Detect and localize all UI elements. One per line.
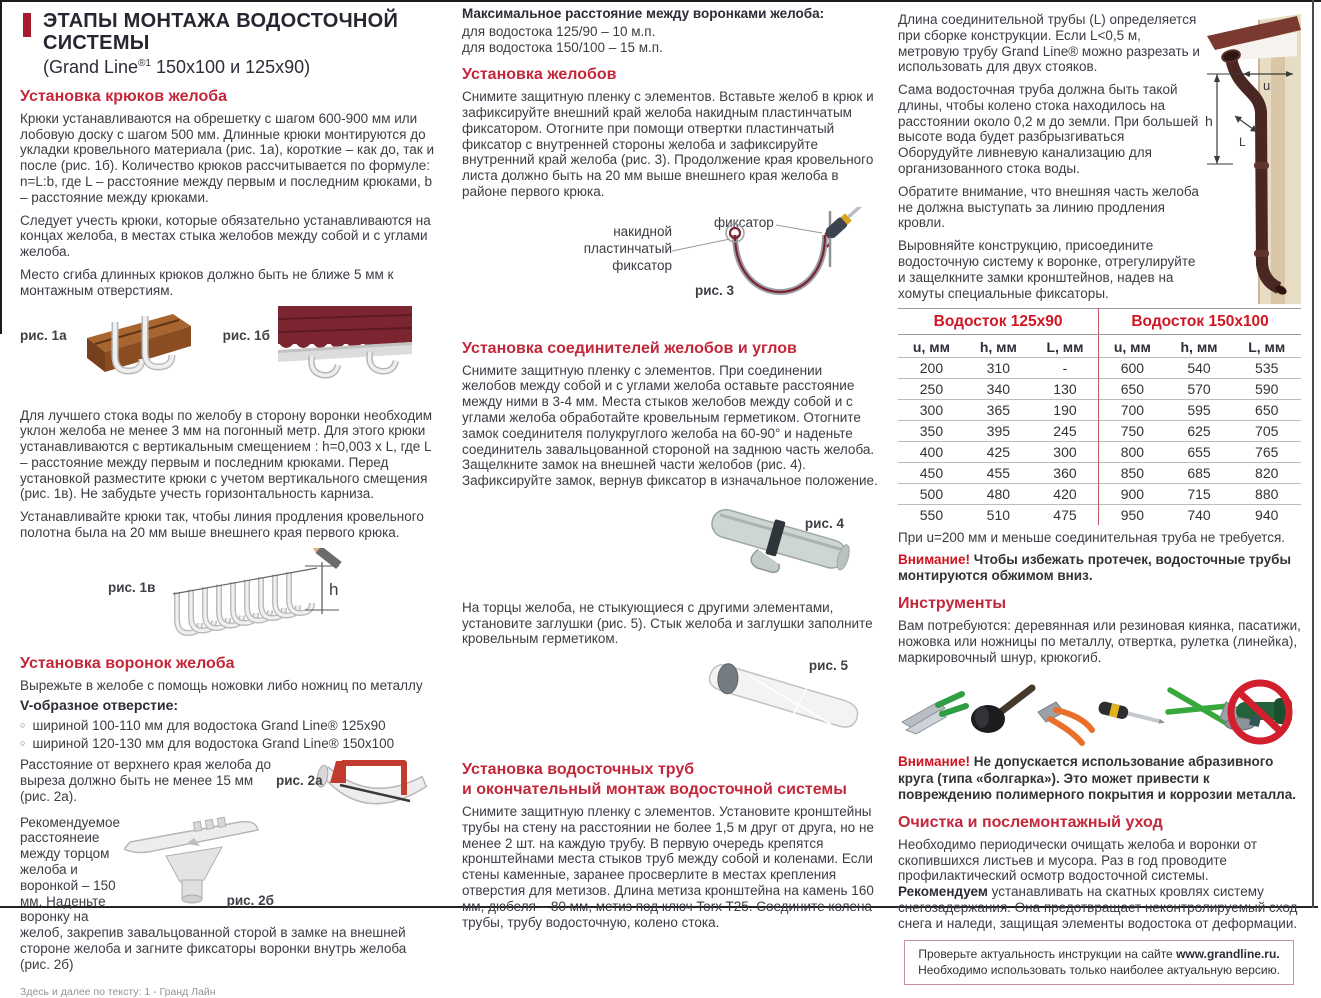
column-header: h, мм [979, 339, 1017, 355]
notice-text: Проверьте актуальность инструкции на сайте [918, 946, 1177, 961]
dimension-L-label: L [1239, 135, 1246, 149]
table-cell: 590 [1232, 379, 1301, 400]
figure-2b-label: рис. 2б [226, 892, 274, 908]
page-subtitle [43, 57, 438, 78]
table-cell: 475 [1032, 505, 1099, 526]
recommend-label: Рекомендуем [898, 884, 988, 900]
table-title-row [898, 309, 1301, 335]
v-hole-list [20, 717, 438, 753]
page-edge-right [1312, 0, 1314, 908]
table-cell: 850 [1099, 463, 1166, 484]
table-cell: 480 [965, 484, 1032, 505]
max-distance-line-2: для водостока 150/100 – 15 м.п. [462, 39, 663, 55]
figure-3 [462, 207, 878, 329]
actuality-notice-box [904, 940, 1294, 986]
max-distance-title: Максимальное расстояние между воронками желоба: [462, 6, 825, 21]
subtitle-text: 150x100 и 125x90) [151, 57, 311, 77]
paragraph-gutters: Снимите защитную пленку с элементов. Вставьте желоб в крюк и зафиксируйте внешний край желоба накидным пластинчатым фиксатором. Отогните при помощи отвертки пластинчатый фиксатор с внутренней стороны желоба и зафиксируйте внутренний край желоба (рис. 3). Продолжение края кровельного листа должно быть на 20 мм выше внешнего края желоба в районе первого крюка. [462, 89, 874, 199]
table-cell: 625 [1166, 421, 1233, 442]
table-cell: 750 [1099, 421, 1166, 442]
rubber-mallet-icon [971, 688, 1032, 733]
figure-2a-illustration [306, 757, 436, 833]
figure-5 [462, 654, 878, 750]
table-cell: 595 [1166, 400, 1233, 421]
table-cell: 450 [898, 463, 965, 484]
table-cell: 705 [1232, 421, 1301, 442]
figure-1v-label: рис. 1в [108, 579, 156, 595]
paragraph-gutter-edge: Обратите внимание, что внешняя часть желоба не должна выступать за линию продления кровли. [898, 183, 1199, 231]
figure-3-annotation-fixator-plate: накидной пластинчатый фиксатор [583, 223, 672, 274]
table-cell: 600 [1099, 358, 1166, 379]
table-cell: 300 [1032, 442, 1099, 463]
list-item-text: шириной 120-130 мм для водостока Grand Line® 150x100 [32, 736, 395, 752]
section-heading-tools: Инструменты [898, 595, 1007, 613]
table-cell: 700 [1099, 400, 1166, 421]
table-cell: 765 [1232, 442, 1301, 463]
figure-1b-illustration [278, 306, 412, 394]
max-distance-line-1: для водостока 125/90 – 10 м.п. [462, 23, 656, 39]
section-heading-pipes-line1: Установка водосточных труб [462, 761, 695, 779]
table-cell: 650 [1232, 400, 1301, 421]
table-row [898, 442, 1301, 463]
metal-snips-icon [902, 694, 966, 734]
table-cell: 550 [898, 505, 965, 526]
table-cell: 570 [1166, 379, 1233, 400]
paragraph-hooks-1: Крюки устанавливаются на обрешетку с шагом 600-900 мм или лобовую доску с шагом 500 мм. Длинные крюки монтируются до укладки кровельного материала (рис. 1а), короткие – как до, так и после (рис. 1б). Количество крюков рассчитывается по формуле: n=L:b, где L – расстояние между первым и последним крюками, b – расстояние между крюками. [20, 110, 434, 205]
attention-text: Не допускается использование абразивного круга (типа «болгарка»). Это может привести к повреждению полимерного покрытия и коррозии металла. [898, 754, 1296, 802]
table-row [898, 463, 1301, 484]
table-cell: 880 [1232, 484, 1301, 505]
section-heading-gutters: Установка желобов [462, 66, 617, 84]
table-cell: 655 [1166, 442, 1233, 463]
section-heading-funnels: Установка воронок желоба [20, 654, 235, 672]
page-edge-top [0, 0, 1321, 2]
table-row [898, 505, 1301, 526]
page-edge-left [0, 0, 2, 334]
dimensions-table [898, 308, 1301, 525]
paragraph-endcaps: На торцы желоба, не стыкующиеся с другими элементами, установите заглушки (рис. 5). Стык желоба и заглушки заполните кровельным герметиком. [462, 599, 873, 647]
table-cell: 365 [965, 400, 1032, 421]
title-accent-bar [23, 13, 31, 37]
table-row [898, 358, 1301, 379]
paragraph-hooks-2: Следует учесть крюки, которые обязательно устанавливаются на концах желоба, в местах стыка желобов между собой и с углами желоба. [20, 212, 431, 260]
attention-pipes [898, 552, 1301, 584]
table-row [898, 484, 1301, 505]
table-row [898, 379, 1301, 400]
section-heading-cleaning: Очистка и послемонтажный уход [898, 813, 1163, 831]
table-row [898, 400, 1301, 421]
attention-label: Внимание! [898, 551, 970, 567]
table-cell: 425 [965, 442, 1032, 463]
table-cell: 900 [1099, 484, 1166, 505]
subtitle-superscript: ®1 [138, 58, 151, 69]
figure-1a-label: рис. 1а [20, 327, 67, 343]
footnote: Здесь и далее по тексту: 1 - Гранд Лайн [20, 986, 216, 998]
figure-4-illustration [692, 496, 872, 600]
table-cell: 740 [1166, 505, 1233, 526]
attention-text: Чтобы избежать протечек, водосточные трубы монтируются обжимом вниз. [898, 551, 1291, 583]
table-cell: 190 [1032, 400, 1099, 421]
table-header-row [898, 335, 1301, 358]
figure-3-label: рис. 3 [695, 282, 735, 298]
paragraph-pipes: Снимите защитную пленку с элементов. Установите кронштейны трубы на стену на расстоянии не более 1,5 м друг от друга, но не менее 2 шт. на каждую трубу. В первую очередь крепятся кронштейнами места стыков труб между собой и коленами. Если стены каменные, заранее просверлите в местах крепления отверстия для метизов. Длина метиза кронштейна на камень 160 мм, дюбеля – 80 мм, метиз под ключ Torx T25. Соедините колена трубы, трубу водосточную, колено стока. [462, 804, 874, 930]
paragraph-roof-line: Устанавливайте крюки так, чтобы линия продления кровельного полотна была на 20 мм выше внешнего края первого крюка. [20, 509, 424, 540]
section-heading-hooks: Установка крюков желоба [20, 88, 228, 105]
column-header: L, мм [1248, 339, 1286, 355]
table-title-125x90: Водосток 125x90 [898, 309, 1099, 335]
table-cell: 455 [965, 463, 1032, 484]
paragraph-cleaning: Необходимо периодически очищать желоба и воронки от скопившихся листьев и мусора. Раз в год проводите профилактический осмотр водосточной системы. [898, 836, 1258, 884]
list-item [20, 735, 438, 753]
pipe-section [898, 12, 1301, 304]
column-header: u, мм [1099, 335, 1166, 358]
figure-3-illustration [672, 207, 878, 329]
table-cell: 250 [898, 379, 965, 400]
dimension-u-label: u [1263, 78, 1271, 93]
table-cell: 420 [1032, 484, 1099, 505]
table-body [898, 358, 1301, 526]
paragraph-hooks-3: Место сгиба длинных крюков должно быть не ближе 5 мм к монтажным отверстиям. [20, 266, 394, 298]
figure-3-annotation-fixator: фиксатор [714, 214, 774, 230]
table-cell: - [1032, 358, 1099, 379]
list-item-text: шириной 100-110 мм для водостока Grand Line® 125x90 [32, 717, 386, 733]
tools-photo [898, 672, 1300, 750]
figure-1v-illustration [167, 548, 357, 644]
table-cell: 130 [1032, 379, 1099, 400]
figure-1a-illustration [75, 306, 197, 400]
table-cell: 510 [965, 505, 1032, 526]
table-cell: 300 [898, 400, 965, 421]
notice-text-line2: Необходимо использовать только наиболее актуальную версию. [918, 963, 1280, 978]
pliers-icon [1038, 702, 1092, 743]
downpipe-photo [1201, 14, 1301, 304]
paragraph-cut: Вырежьте в желобе с помощь ножовки либо ножниц по металлу [20, 677, 423, 693]
section-heading-pipes-line2: и окончательный монтаж водосточной системы [462, 781, 847, 799]
table-cell: 400 [898, 442, 965, 463]
table-cell: 340 [965, 379, 1032, 400]
table-cell: 500 [898, 484, 965, 505]
table-cell: 800 [1099, 442, 1166, 463]
section-heading-connectors: Установка соединителей желобов и углов [462, 339, 797, 357]
figure-2a-label: рис. 2а [276, 773, 323, 789]
table-cell: 535 [1232, 358, 1301, 379]
table-cell: 310 [965, 358, 1032, 379]
paragraph-cut-distance: Расстояние от верхнего края желоба до выреза должно быть не менее 15 мм (рис. 2а). [20, 757, 271, 804]
table-row [898, 421, 1301, 442]
column-3 [898, 6, 1301, 985]
attention-grinder [898, 754, 1301, 803]
figure-4-label: рис. 4 [804, 515, 844, 531]
table-cell: 540 [1166, 358, 1233, 379]
table-cell: 715 [1166, 484, 1233, 505]
table-cell: 940 [1232, 505, 1301, 526]
table-cell: 650 [1099, 379, 1166, 400]
bullet-icon: ○ [20, 738, 26, 749]
paragraph-tools: Вам потребуются: деревянная или резиновая киянка, пасатижи, ножовка или ножницы по металлу, отвертка, рулетка (линейка), маркировочный шнур, крюкогиб. [898, 618, 1301, 665]
column-1 [20, 6, 438, 998]
screwdriver-icon [1097, 701, 1166, 730]
attention-label: Внимание! [898, 754, 970, 770]
table-cell: 685 [1166, 463, 1233, 484]
list-item [20, 717, 438, 735]
figure-5-illustration [684, 658, 874, 750]
table-cell: 350 [898, 421, 965, 442]
column-header: L, мм [1046, 339, 1084, 355]
paragraph-pipe-height: Сама водосточная труба должна быть такой длины, чтобы колено стока находилось на расстоянии около 0,2 м до земли. При большей высоте вода будет разбрызгиваться Оборудуйте ливневую канализацию для организованного стока воды. [898, 82, 1199, 177]
subtitle-text: (Grand Line [43, 57, 139, 77]
paragraph-pipe-length: Длина соединительной трубы (L) определяется при сборке конструкции. Если L<0,5 м, метровую трубу Grand Line® можно разрезать и использовать для двух стояков. [898, 12, 1200, 75]
table-cell: 200 [898, 358, 965, 379]
table-cell: 360 [1032, 463, 1099, 484]
figure-1b-label: рис. 1б [222, 327, 270, 343]
column-2 [462, 6, 878, 937]
table-cell: 245 [1032, 421, 1099, 442]
paragraph-recommend [898, 884, 1301, 931]
figure-5-label: рис. 5 [808, 658, 848, 674]
paragraph-align: Выровняйте конструкцию, присоедините водосточную систему к воронке, отрегулируйте и защелкните замки кронштейнов, надев на хомуты специальные фиксаторы. [898, 238, 1196, 301]
page-title: ЭТАПЫ МОНТАЖА ВОДОСТОЧНОЙ СИСТЕМЫ [43, 10, 399, 54]
title-block [20, 10, 438, 78]
table-note: При u=200 мм и меньше соединительная труба не требуется. [898, 530, 1286, 545]
figure-row-1v [20, 548, 438, 644]
recommend-text: устанавливать на скатных кровлях систему снегозадержания. Она предотвращает неконтролируемый сход снега и наледи, защищая элементы водостока от деформации. [898, 884, 1298, 931]
column-header: u, мм [912, 339, 950, 355]
table-cell: 395 [965, 421, 1032, 442]
paragraph-slope: Для лучшего стока воды по желобу в сторону воронки необходим уклон желоба не менее 3 мм на погонный метр. Для этого крюки устанавливаются с вертикальным смещением : h=0,003 x L, где L – расстояние между первым и последним крюками. Перед установкой разместите крюки с учетом вертикального смещения (рис. 1в). Не забудьте учесть горизонтальность карниза. [20, 407, 433, 502]
figure-row-1 [20, 306, 438, 400]
table-cell: 950 [1099, 505, 1166, 526]
column-header: h, мм [1180, 339, 1218, 355]
figure-2a [276, 757, 438, 835]
dimension-h-label: h [1205, 113, 1213, 129]
table-title-150x100: Водосток 150x100 [1099, 309, 1301, 335]
paragraph-funnel-mount: Рекомендуемое расстоянеие между торцом желоба и воронкой – 150 мм. Наденьте воронку на желоб, закрепив завальцованной сторой в замке на внешней стороне желоба и загните фиксаторы воронки внутрь желоба (рис. 2б) [20, 814, 407, 972]
v-hole-title: V-образное отверстие: [20, 697, 179, 714]
figure-4 [462, 496, 878, 600]
table-cell: 820 [1232, 463, 1301, 484]
bullet-icon: ○ [20, 719, 26, 730]
figure-2b [124, 814, 276, 910]
notice-site-url: www.grandline.ru. [1176, 946, 1280, 961]
paragraph-connectors: Снимите защитную пленку с элементов. При соединении желобов между собой и с углами желоба оставьте расстояние между ними в 3-4 мм. Места стыков желобов между собой и с углами желоба обработайте кровельным герметиком. Отогните замок соединителя полукруглого желоба на 60-90° и наденьте соединитель завальцованной стороной на заднюю часть желоба. Защелкните замок на внешней части желобов (рис. 4). Зафиксируйте замок, вернув фиксатор в изначальное положение. [462, 362, 878, 489]
figure-1v-h-label: h [329, 579, 339, 599]
